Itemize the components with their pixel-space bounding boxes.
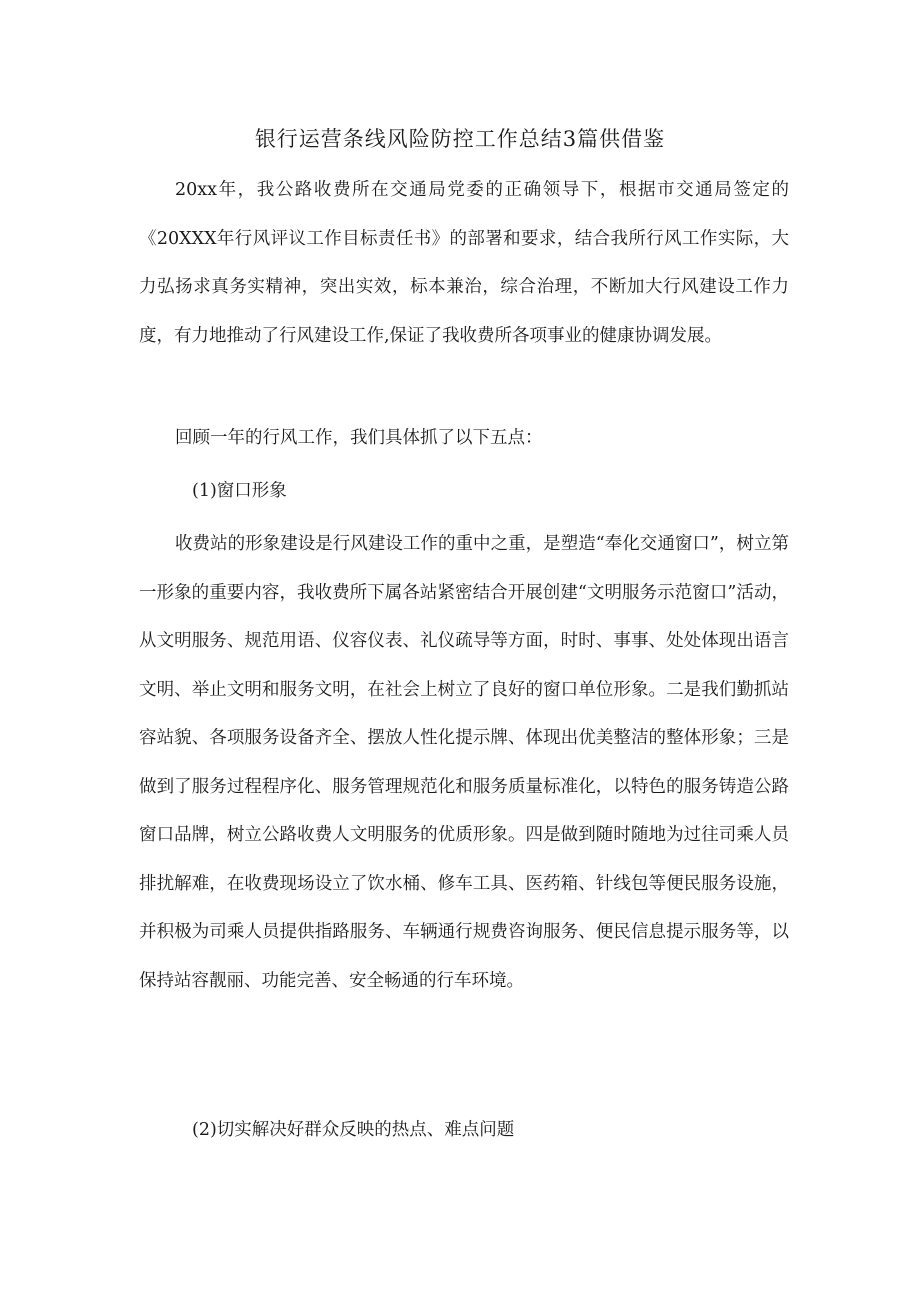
review-paragraph: 回顾一年的行风工作，我们具体抓了以下五点： — [175, 428, 543, 448]
intro-paragraph: 20xx年，我公路收费所在交通局党委的正确领导下，根据市交通局签定的《20XXX年行风评议工作目标责任书》的部署和要求，结合我所行风工作实际，大力弘扬求真务实精神，突出实效，标本兼治，综合治理，不断加大行风建设工作力度，有力地推动了行风建设工作,保证了我收费所各项事业的健康协调发展。 — [139, 180, 789, 346]
window-image-paragraph: 收费站的形象建设是行风建设工作的重中之重，是塑造“奉化交通窗口”，树立第一形象的重要内容，我收费所下属各站紧密结合开展创建“文明服务示范窗口”活动，从文明服务、规范用语、仪容仪表、礼仪疏导等方面，时时、事事、处处体现出语言文明、举止文明和服务文明，在社会上树立了良好的窗口单位形象。二是我们勤抓站容站貌、各项服务设备齐全、摆放人性化提示牌、体现出优美整洁的整体形象；三是做到了服务过程程序化、服务管理规范化和服务质量标准化，以特色的服务铸造公路窗口品牌，树立公路收费人文明服务的优质形象。四是做到随时随地为过往司乘人员排扰解难，在收费现场设立了饮水桶、修车工具、医药箱、针线包等便民服务设施，并积极为司乘人员提供指路服务、车辆通行规费咨询服务、便民信息提示服务等，以保持站容靓丽、功能完善、安全畅通的行车环境。 — [139, 534, 789, 991]
section-heading-hot-issues: (2)切实解决好群众反映的热点、难点问题 — [192, 1120, 515, 1140]
document-title: 银行运营条线风险防控工作总结3篇供借鉴 — [254, 127, 666, 151]
section-heading-window-image: (1)窗口形象 — [192, 481, 287, 501]
